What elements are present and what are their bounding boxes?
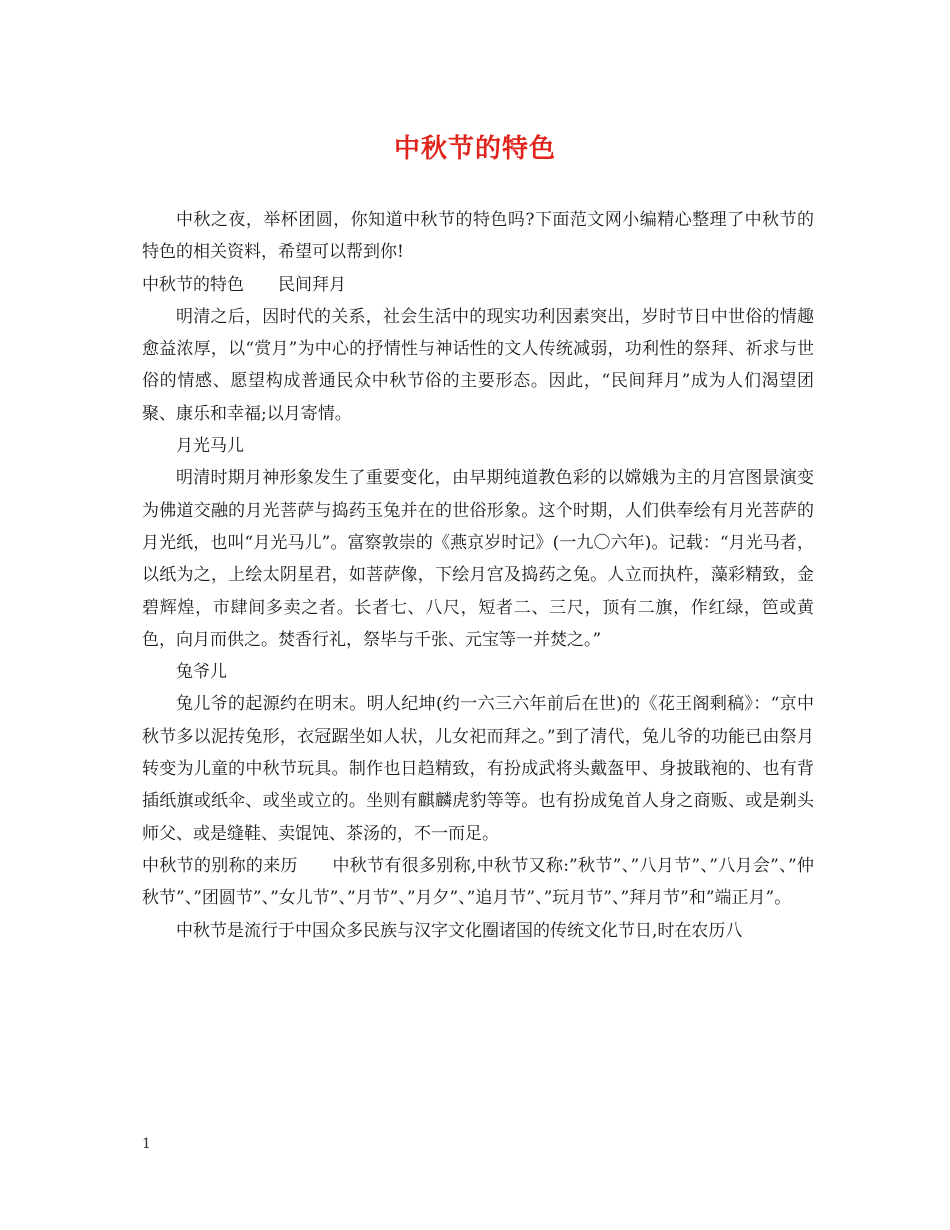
page-title: 中秋节的特色	[393, 134, 556, 164]
paragraph-folk-worship: 明清之后，因时代的关系，社会生活中的现实功利因素突出，岁时节日中世俗的情趣愈益浓厚，以“赏月”为中心的抒情性与神话性的文人传统减弱，功利性的祭拜、祈求与世俗的情感、愿望构成普通民众中秋节俗的主要形态。因此，“民间拜月”成为人们渴望团聚、康乐和幸福;以月寄情。	[142, 306, 814, 424]
paragraph-rabbit-lord: 兔儿爷的起源约在明末。明人纪坤(约一六三六年前后在世)的《花王阁剩稿》：“京中秋节多以泥抟兔形，衣冠踞坐如人状，儿女祀而拜之。”到了清代，兔儿爷的功能已由祭月转变为儿童的中秋节玩具。制作也日趋精致，有扮成武将头戴盔甲、身披戢袍的、也有背插纸旗或纸伞、或坐或立的。坐则有麒麟虎豹等等。也有扮成兔首人身之商贩、或是剃头师父、或是缝鞋、卖馄饨、茶汤的，不一而足。	[142, 694, 814, 844]
section-alternate-names: 中秋节的别称的来历 中秋节有很多别称,中秋节又称:”秋节”、”八月节”、”八月会”、”仲秋节”、”团圆节”、”女儿节”、”月节”、”月夕”、”追月节”、”玩月节”、”拜月节”和”端正月”。	[142, 855, 814, 909]
section-heading-features: 中秋节的特色 民间拜月	[142, 274, 346, 295]
paragraph-festival-intro: 中秋节是流行于中国众多民族与汉字文化圈诸国的传统文化节日,时在农历八	[176, 920, 743, 941]
intro-paragraph: 中秋之夜，举杯团圆，你知道中秋节的特色吗?下面范文网小编精心整理了中秋节的特色的相关资料，希望可以帮到你!	[142, 210, 814, 263]
document-body	[142, 204, 814, 947]
subheading-moonlight-horse: 月光马儿	[176, 436, 244, 457]
paragraph-moonlight-horse: 明清时期月神形象发生了重要变化，由早期纯道教色彩的以嫦娥为主的月宫图景演变为佛道交融的月光菩萨与捣药玉兔并在的世俗形象。这个时期，人们供奉绘有月光菩萨的月光纸，也叫“月光马儿”。富察敦崇的《燕京岁时记》(一九〇六年)。记载：“月光马者，以纸为之，上绘太阴星君，如菩萨像，下绘月宫及捣药之兔。人立而执杵，藻彩精致，金碧辉煌，市肆间多卖之者。长者七、八尺，短者二、三尺，顶有二旗，作红绿，笆或黄色，向月而供之。焚香行礼，祭毕与千张、元宝等一并焚之。”	[142, 468, 814, 650]
subheading-rabbit-lord: 兔爷儿	[176, 662, 227, 683]
page-number: 1	[142, 1136, 151, 1152]
